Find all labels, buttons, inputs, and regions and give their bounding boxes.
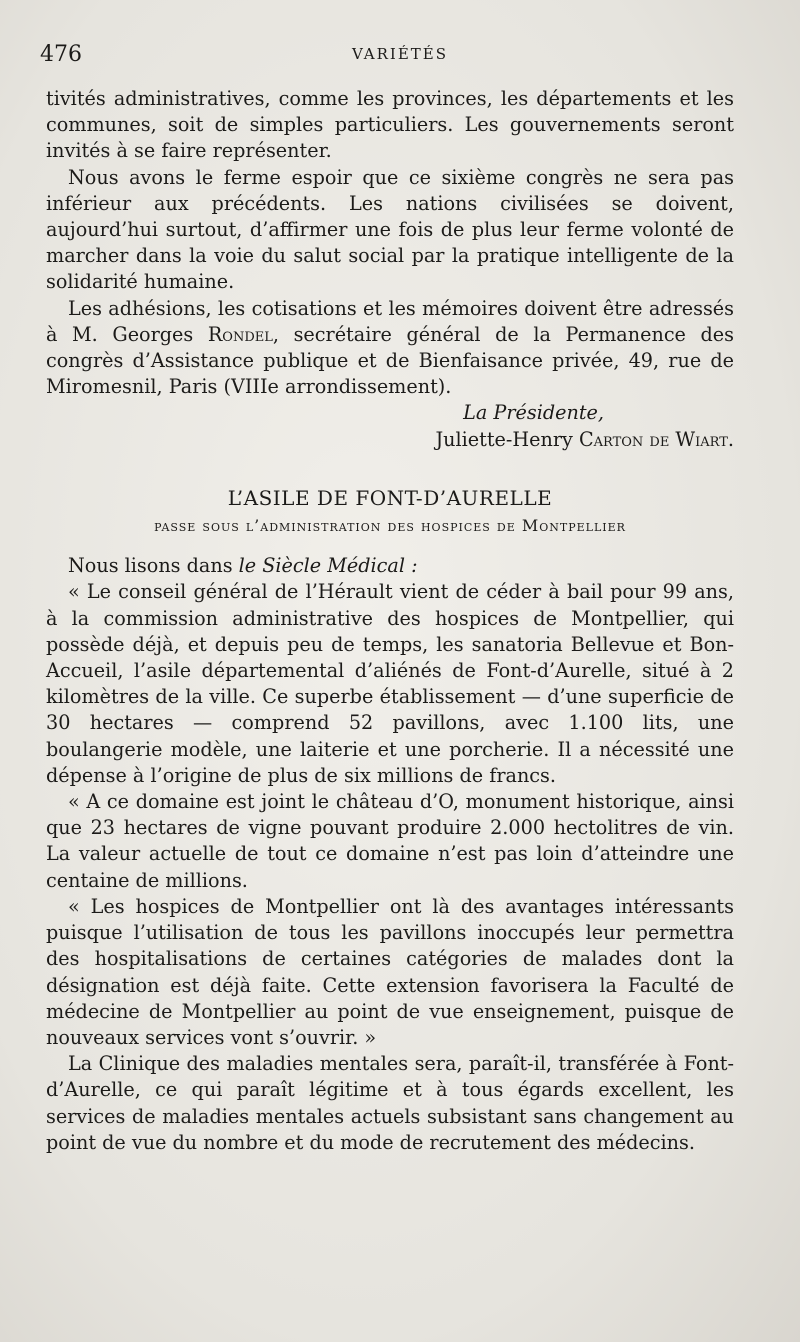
page-header (40, 42, 760, 74)
signature-first-name: Juliette-Henry (435, 427, 573, 451)
article-title: L’ASILE DE FONT-D’AURELLE (227, 485, 553, 510)
article-subtitle: passe sous l’administration des hospices de Montpellier (154, 516, 626, 536)
quote-paragraph-2: « A ce domaine est joint le château d’O, monument historique, ainsi que 23 hectares de vigne pouvant produire 2.000 hectolitres de vin. La valeur actuelle de tout ce domaine n’est pas loin d’atteindre une centaine de millions. (46, 790, 734, 892)
article-intro (46, 553, 734, 579)
adhesions-name: Rondel (207, 322, 273, 346)
running-head: VARIÉTÉS (351, 45, 449, 63)
adhesions-text-before: Les adhésions, les cotisations et les mémoires doivent être adressés à M. Georges (46, 296, 734, 346)
paragraph-continued: tivités administratives, comme les provinces, les départements et les communes, soit de simples particuliers. Les gouvernements seront invités à se faire représenter. (46, 87, 734, 163)
signature-last-name: Carton de Wiart. (578, 427, 734, 451)
paragraph-congress-hope: Nous avons le ferme espoir que ce sixième congrès ne sera pas inférieur aux précédents. Les nations civilisées se doivent, aujourd’hui surtout, d’affirmer une fois de plus leur ferme volonté de marcher dans la voie du salut social par la pratique intelligente de la solidarité humaine. (46, 165, 734, 294)
intro-source: le Siècle Médical : (238, 554, 418, 578)
quote-paragraph-3: « Les hospices de Montpellier ont là des avantages intéressants puisque l’utilisation de tous les pavillons inoccupés leur permettra des hospitalisations de certaines catégories de malades dont la désignation est déjà faite. Cette extension favorisera la Faculté de médecine de Montpellier au point de vue enseignement, puisque de nouveaux services vont s’ouvrir. » (46, 894, 734, 1049)
quote-paragraph-1: « Le conseil général de l’Hérault vient de céder à bail pour 99 ans, à la commission administrative des hospices de Montpellier, qui possède déjà, et depuis peu de temps, les sanatoria Bellevue et Bon-Accueil, l’asile départemental d’aliénés de Font-d’Aurelle, situé à 2 kilomètres de la ville. Ce superbe établissement — d’une superficie de 30 hectares — comprend 52 pavillons, avec 1.100 lits, une boulangerie modèle, une laiterie et une porcherie. Il a nécessité une dépense à l’origine de plus de six millions de francs. (46, 580, 734, 787)
closing-paragraph: La Clinique des maladies mentales sera, paraît-il, transférée à Font-d’Aurelle, ce qui paraît légitime et à tous égards excellent, les services de maladies mentales actuels subsistant sans changement au point de vue du nombre et du mode de recrutement des médecins. (46, 1052, 734, 1154)
adhesions-text-after: , secrétaire général de la Permanence des congrès d’Assistance publique et de Bienfaisance privée, 49, rue de Miromesnil, Paris (VIIIe arrondissement). (46, 322, 734, 399)
page-number: 476 (40, 42, 82, 67)
signature-role: La Présidente, (463, 401, 604, 425)
body-text (46, 86, 734, 1156)
signature-name (46, 427, 734, 453)
intro-text: Nous lisons dans (68, 554, 233, 578)
paragraph-adhesions (46, 296, 734, 401)
